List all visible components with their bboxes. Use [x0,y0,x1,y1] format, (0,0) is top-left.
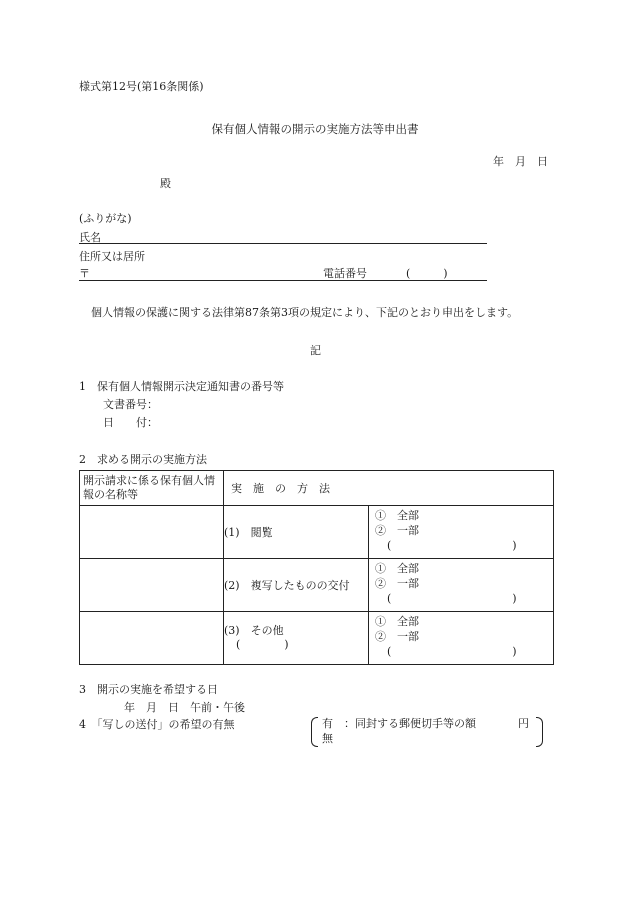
left-brace [311,717,318,747]
row2-options-cell [369,559,554,612]
partial-detail-parens: ( ) [387,592,517,605]
row1-options-cell [369,506,554,559]
name-underline [79,243,487,244]
option-all[interactable]: ① 全部 [375,509,419,522]
row3-target-cell[interactable] [80,612,224,665]
row2-method: (2) 複写したものの交付 [224,559,369,612]
address-underline [79,280,487,281]
notice-date-label: 日 付： [103,416,158,429]
table-row [80,506,554,559]
date-field: 年 月 日 [493,155,548,168]
option-all[interactable]: ① 全部 [375,615,419,628]
page-title: 保有個人情報の開示の実施方法等申出書 [211,122,419,136]
row3-options-cell [369,612,554,665]
partial-detail-parens: ( ) [387,539,517,552]
option-all[interactable]: ① 全部 [375,562,419,575]
header-col1: 開示請求に係る保有個人情報の名称等 [80,471,224,506]
right-brace [536,717,543,747]
section2-heading: 2 求める開示の実施方法 [79,453,207,466]
partial-detail-parens: ( ) [387,645,517,658]
row1-method: (1) 閲覧 [224,506,369,559]
row3-method-detail: ( ) [236,638,289,651]
option-partial[interactable]: ② 一部 [375,630,419,643]
ki-heading: 記 [310,344,321,357]
row2-target-cell[interactable] [80,559,224,612]
address-label: 住所又は居所 [79,250,145,263]
method-table [79,470,554,665]
intro-text: 個人情報の保護に関する法律第87条第3項の規定により、下記のとおり申出をします。 [91,306,519,319]
addressee-suffix: 殿 [160,177,171,190]
send-copy-no[interactable]: 無 [322,732,333,745]
form-number: 様式第12号(第16条関係) [79,80,204,93]
section3-heading: 3 開示の実施を希望する日 [79,683,218,696]
send-copy-yes[interactable]: 有 ：同封する郵便切手等の額 [322,717,476,730]
table-row [80,559,554,612]
yen-unit: 円 [518,717,529,730]
row3-method: (3) その他 [224,624,284,637]
row3-method-cell [224,612,369,665]
section3-date-line: 年 月 日 午前・午後 [124,701,245,714]
name-label: 氏名 [79,231,101,244]
section1-heading: 1 保有個人情報開示決定通知書の番号等 [79,380,284,393]
header-col2: 実 施 の 方 法 [224,471,554,506]
table-row [80,612,554,665]
option-partial[interactable]: ② 一部 [375,577,419,590]
phone-label: 電話番号 [323,267,367,280]
postal-mark: 〒 [79,267,90,280]
phone-parens: ( ) [406,267,448,280]
table-header-row [80,471,554,506]
section4-heading: 4 「写しの送付」の希望の有無 [79,718,235,731]
doc-number-label: 文書番号： [103,398,158,411]
furigana-label: (ふりがな) [79,212,132,225]
option-partial[interactable]: ② 一部 [375,524,419,537]
row1-target-cell[interactable] [80,506,224,559]
